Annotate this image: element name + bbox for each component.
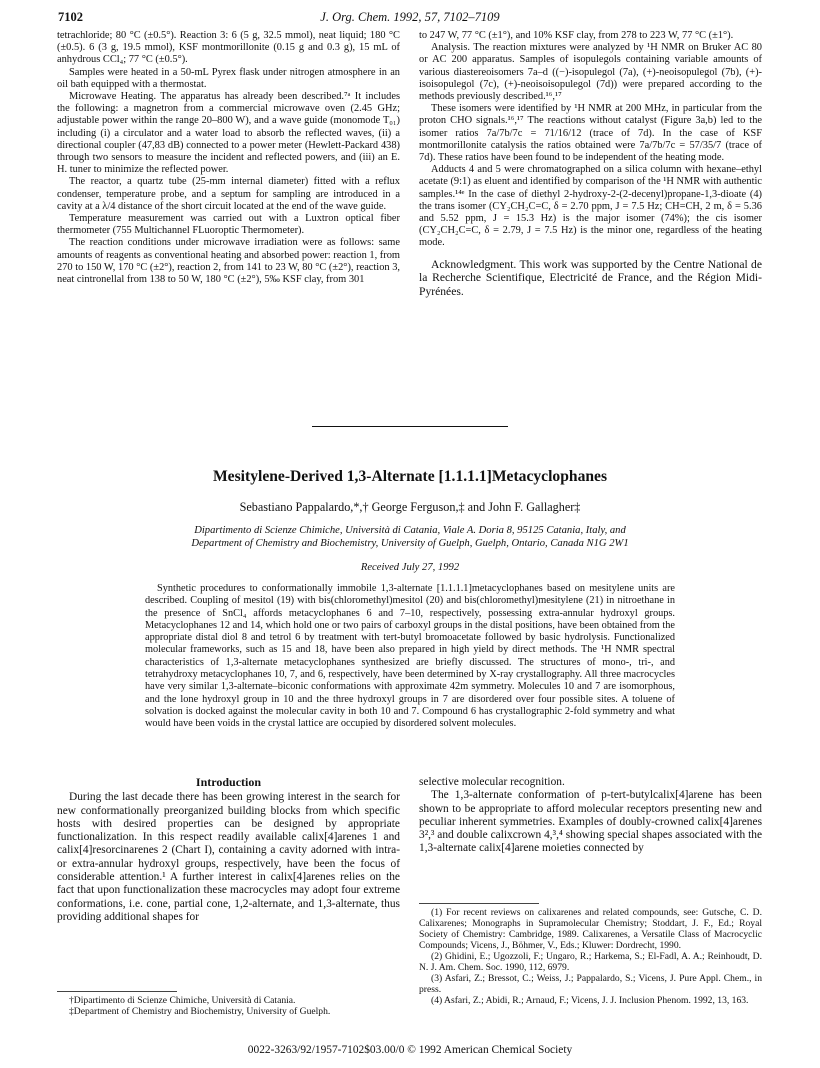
left-column-top	[57, 30, 400, 286]
abstract-text: Synthetic procedures to conformationally immobile 1,3-alternate [1.1.1.1]metacyclophanes based on mesitylene units are described. Coupling of mesitol (19) with bis(chloromethyl)mesitol (20) and bis(chloromethyl)mesitylene (21) in nitroethane in the presence of SnCl₄ affords metacyclophanes 6 and 7–10, respectively, possessing extra-annular hydroxyl groups. Metacyclophanes 12 and 14, which hold one or two pairs of carboxyl groups in the distal positions, have been obtained from the appropriate distal diol 8 and tetrol 6 by treatment with tert-butyl bromoacetate followed by basic hydrolysis. Functionalized molecular frameworks, such as 15 and 18, have been also prepared in high yield by direct methods. The ¹H NMR spectral characteristics of 1,3-alternate metacyclophanes synthesized are briefly discussed. The structures of mono-, tri-, and tetrahydroxy metacyclophanes 10, 7, and 6, respectively, have been determined by X-ray crystallography. All three macrocycles have very similar 1,3-alternate–biconic conformations with approximate 42m symmetry. Molecules 10 and 7 are isomorphous, and the lone hydroxyl group in 10 and the three hydroxyl groups in 7 are disordered over four possible sites. A toluene of solvation is docked against the molecular cavity in both 10 and 7. Compound 6 has crystallographic 2-fold symmetry and what would have been voids in the crystal lattice are occupied by disordered solvent molecules.	[145, 583, 675, 730]
received-date: Received July 27, 1992	[360, 562, 460, 573]
affiliation-line: Department of Chemistry and Biochemistry, University of Guelph, Guelph, Ontario, Canada N1G 2W1	[191, 538, 629, 549]
section-heading: Introduction	[195, 775, 262, 789]
paragraph: selective molecular recognition.	[419, 776, 565, 788]
acknowledgment: Acknowledgment. This work was supported by the Centre National de la Recherche Scientifique, Electricité de France, and the Région Midi-Pyrénées.	[419, 257, 762, 298]
running-header	[58, 8, 762, 28]
affiliation-line: Dipartimento di Scienze Chimiche, Università di Catania, Viale A. Doria 8, 95125 Catania, Italy, and	[194, 525, 626, 536]
footnote: (2) Ghidini, E.; Ugozzoli, F.; Ungaro, R.; Harkema, S.; El-Fadl, A. A.; Reinhoudt, D. N. J. Am. Chem. Soc. 1990, 112, 6979.	[419, 951, 762, 973]
paragraph: The reactor, a quartz tube (25-mm internal diameter) fitted with a reflux condenser, temperature probe, and a septum for sampling are introduced in a cavity at a λ/4 distance of the short circuit located at the end of the wave guide.	[57, 176, 400, 212]
paragraph: These isomers were identified by ¹H NMR at 200 MHz, in particular from the proton CHO signals.¹⁶,¹⁷ The reactions without catalyst (Figure 3a,b) led to the isomer ratios 7a/7b/7c = 71/16/12 (trace of 7d). In the case of KSF montmorillonite catalysis the ratios obtained were 7a/7b/7c = 57/35/7 (trace of 7d). These ratios have been found to be independent of the heating mode.	[419, 103, 762, 164]
footnote: (4) Asfari, Z.; Abidi, R.; Arnaud, F.; Vicens, J. J. Inclusion Phenom. 1992, 13, 163.	[431, 995, 749, 1006]
paragraph: During the last decade there has been growing interest in the search for new conformationally preorganized building blocks from which specific hosts with desired properties can be designed by appropriate functionalization. In this respect readily available calix[4]arenes 1 and calix[4]resorcinarenes 2 (Chart I), containing a cavity adorned with intra- or extra-annular hydroxyl groups, respectively, have been the focus of considerable attention.¹ A further interest in calix[4]arenes relies on the fact that upon functionalization these macrocycles may adopt four extreme conformations, i.e. cone, partial cone, 1,2-alternate, and 1,3-alternate, thus providing additional shapes for	[57, 791, 400, 923]
paragraph: Temperature measurement was carried out with a Luxtron optical fiber thermometer (755 Multichannel FLuoroptic Thermometer).	[57, 213, 400, 237]
reference-footnotes	[419, 903, 762, 1006]
paragraph: The reaction conditions under microwave irradiation were as follows: same amounts of reagents as conventional heating and absorbed power: reaction 1, from 270 to 150 W, 170 °C (±2°), reaction 2, from 141 to 23 W, 80 °C (±2°), reaction 3, neat cintronellal from 138 to 50 W, 180 °C (±2°), 5‰ KSF clay, from 301	[57, 237, 400, 286]
page-number: 7102	[58, 10, 83, 24]
affiliation	[40, 524, 780, 550]
copyright-line: 0022-3263/92/1957-7102$03.00/0 © 1992 American Chemical Society	[247, 1044, 573, 1056]
paragraph: The 1,3-alternate conformation of p-tert-butylcalix[4]arene has been shown to be appropriate to afford molecular receptors presenting new and peculiar inherent symmetries. Examples of doubly-crowned calix[4]arenes 3²,³ and double calixcrown 4,³,⁴ showing special shapes associated with the 1,3-alternate calix[4]arene moieties connected by	[419, 789, 762, 855]
paragraph: Adducts 4 and 5 were chromatographed on a silica column with hexane–ethyl acetate (9:1) as eluent and identified by comparison of the ¹H NMR with authentic samples.¹⁴ᵉ In the case of diethyl 2-hydroxy-2-(2-decenyl)propane-1,3-dioate (4) the trans isomer (CY₂CH₂C=C, δ = 2.70 ppm, J = 7.5 Hz; CH=CH, 2 m, δ = 5.36 and 5.52 ppm, J = 15.3 Hz) is the major isomer (74%); the cis isomer (CY₂CH₂C=C, δ = 2.79, J = 7.5 Hz) is the minor one, regardless of the heating mode.	[419, 164, 762, 249]
intro-left-column	[57, 776, 400, 924]
journal-citation: J. Org. Chem. 1992, 57, 7102–7109	[320, 10, 500, 24]
footnote: (1) For recent reviews on calixarenes and related compounds, see: Gutsche, C. D. Calixarenes; Monographs in Supramolecular Chemistry; Stoddart, J. F., Ed.; Royal Society of Chemistry: Cambridge, 1989. Calixarenes, a Versatile Class of Macrocyclic Compounds; Vicens, J., Böhmer, V., Eds.; Kluwer: Dordrecht, 1990.	[419, 907, 762, 951]
footnote-rule	[419, 903, 539, 904]
paragraph: tetrachloride; 80 °C (±0.5°). Reaction 3: 6 (5 g, 32.5 mmol), neat liquid; 180 °C (±0.5). 6 (3 g, 19.5 mmol), KSF montmorillonite (0.15 g and 0.3 g), 15 mL of anhydrous CCl₄; 77 °C (±0.5°).	[57, 30, 400, 66]
paragraph: Samples were heated in a 50-mL Pyrex flask under nitrogen atmosphere in an oil bath equipped with a thermostat.	[57, 66, 400, 90]
footnote: ‡Department of Chemistry and Biochemistry, University of Guelph.	[69, 1006, 331, 1017]
paragraph: to 247 W, 77 °C (±1°), and 10% KSF clay, from 278 to 223 W, 77 °C (±1°).	[419, 30, 734, 41]
section-divider	[312, 426, 508, 427]
author-list: Sebastiano Pappalardo,*,† George Ferguson,‡ and John F. Gallagher‡	[239, 500, 581, 514]
right-column-top	[419, 30, 762, 298]
footnote: (3) Asfari, Z.; Bressot, C.; Weiss, J.; Pappalardo, S.; Vicens, J. Pure Appl. Chem., in press.	[419, 973, 762, 995]
abstract	[145, 583, 675, 731]
paragraph: Microwave Heating. The apparatus has already been described.⁷ᵃ It includes the following: a magnetron from a commercial microwave oven (2.45 GHz; adjustable power within the range 20–800 W), and a wave guide (monomode T₀₁) including (i) a circulator and a water load to absorb the reflected waves, (ii) a directional coupler (47,83 dB) connected to a power meter (Hewlett-Packard 438) through two sensors to measure the incident and reflected powers, and (iii) an E. H. tuner to minimize the reflected power.	[57, 91, 400, 176]
intro-right-column	[419, 776, 762, 856]
affiliation-footnotes	[57, 991, 400, 1017]
footnote-rule	[57, 991, 177, 992]
paragraph: Analysis. The reaction mixtures were analyzed by ¹H NMR on Bruker AC 80 or AC 200 apparatus. Samples of isopulegols containing variable amounts of various diastereoisomers 7a–d ((−)-isopulegol (7a), (+)-neoisopulegol (7b), (+)-isoisopulegol (7c), (+)-neoisoisopulegol (7d)) were prepared according to the methods previously described.¹⁶,¹⁷	[419, 42, 762, 103]
footnote: †Dipartimento di Scienze Chimiche, Università di Catania.	[69, 995, 296, 1006]
article-title: Mesitylene-Derived 1,3-Alternate [1.1.1.1]Metacyclophanes	[212, 468, 608, 485]
